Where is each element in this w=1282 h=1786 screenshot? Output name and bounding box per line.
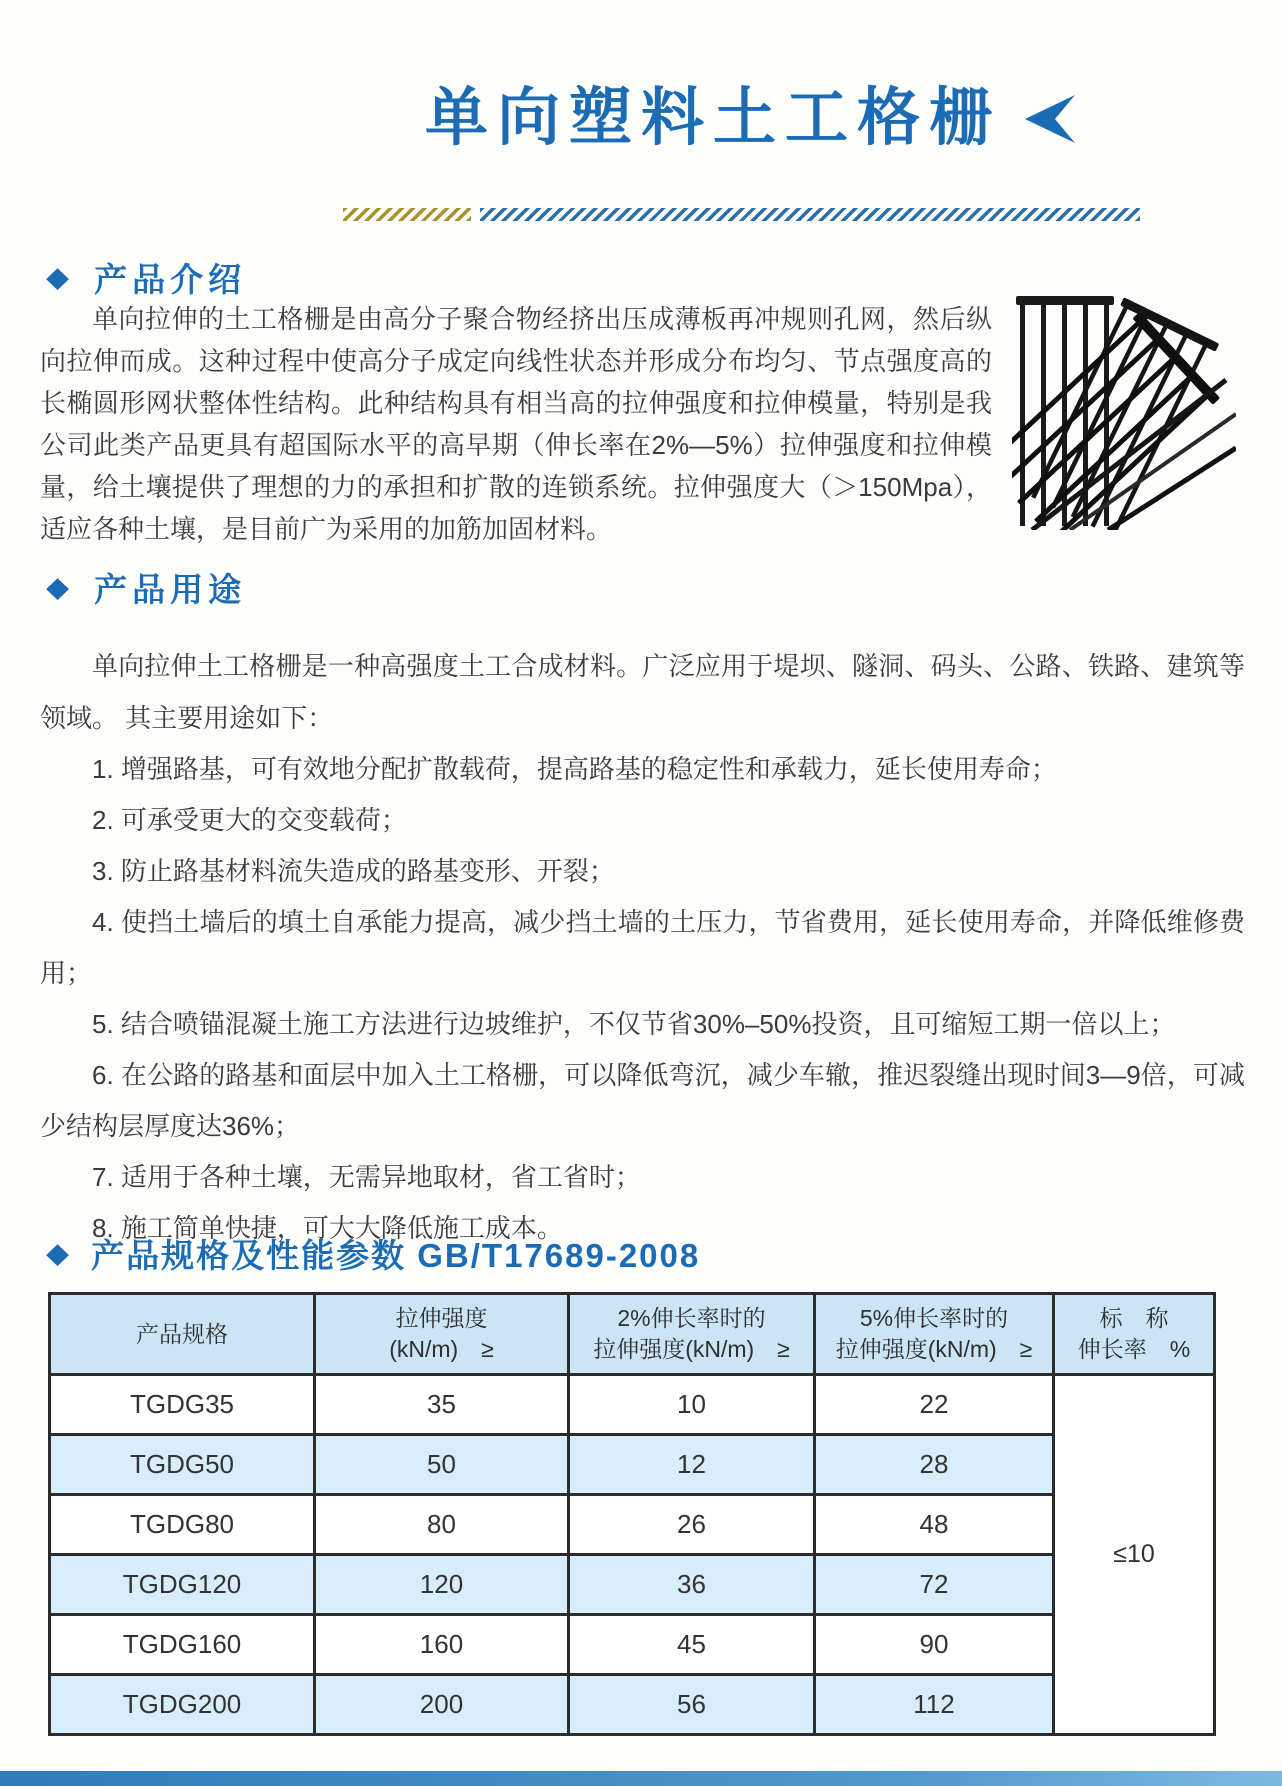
uses-list-item: 1. 增强路基，可有效地分配扩散载荷，提高路基的稳定性和承载力，延长使用寿命；: [92, 754, 1057, 784]
cell-spec: TGDG80: [50, 1495, 315, 1555]
section-heading-uses: [46, 564, 246, 611]
table-row: [50, 1375, 1215, 1435]
intro-paragraph: 单向拉伸的土工格栅是由高分子聚合物经挤出压成薄板再冲规则孔网，然后纵向拉伸而成。这种过程中使高分子成定向线性状态并形成分布均匀、节点强度高的长椭圆形网状整体性结构。此种结构具有相当高的拉伸强度和拉伸模量，特别是我公司此类产品更具有超国际水平的高早期（伸长率在2%—5%）拉伸强度和拉伸模量，给土壤提供了理想的力的承担和扩散的连锁系统。拉伸强度大（＞150Mpa），适应各种土壤，是目前广为采用的加筋加固材料。: [40, 304, 992, 544]
table-row: [50, 1435, 1215, 1495]
cell-spec: TGDG160: [50, 1615, 315, 1675]
cell-5pct: 72: [815, 1555, 1054, 1615]
intro-section: [40, 298, 1236, 550]
divider-hatch-blue: [480, 208, 1140, 221]
left-chevron-icon: [1025, 95, 1075, 143]
geogrid-product-photo: [1012, 292, 1236, 530]
cell-2pct: 45: [569, 1615, 815, 1675]
cell-2pct: 56: [569, 1675, 815, 1735]
uses-list-item: 5. 结合喷锚混凝土施工方法进行边坡维护，不仅节省30%–50%投资，且可缩短工期一倍以上；: [92, 1009, 1176, 1039]
uses-list-item: 2. 可承受更大的交变载荷；: [92, 805, 407, 835]
diamond-icon: ◆: [46, 261, 75, 293]
cell-5pct: 90: [815, 1615, 1054, 1675]
cell-2pct: 26: [569, 1495, 815, 1555]
section-heading-specs: [46, 1230, 700, 1277]
cell-spec: TGDG120: [50, 1555, 315, 1615]
bottom-accent-bar: [0, 1771, 1282, 1786]
section-heading-uses-label: 产品用途: [94, 571, 247, 608]
uses-list-item: 8. 施工简单快捷，可大大降低施工成本。: [92, 1213, 563, 1243]
divider-hatch-gold: [343, 208, 471, 221]
header-cell-5pct: 5%伸长率时的 拉伸强度(kN/m) ≥: [815, 1294, 1054, 1375]
page-title: 单向塑料土工格栅: [425, 83, 1001, 153]
section-heading-specs-label: 产品规格及性能参数 GB/T17689-2008: [91, 1237, 701, 1274]
uses-list-item: 7. 适用于各种土壤，无需异地取材，省工省时；: [92, 1162, 641, 1192]
header-cell-tensile: 拉伸强度 (kN/m) ≥: [315, 1294, 569, 1375]
uses-list-item: 4. 使挡土墙后的填土自承能力提高，减少挡土墙的土压力，节省费用，延长使用寿命，并降低维修费用；: [40, 907, 1245, 988]
table-row: [50, 1495, 1215, 1555]
cell-tensile: 160: [315, 1615, 569, 1675]
header-cell-nominal: 标 称 伸长率 %: [1054, 1294, 1215, 1375]
cell-spec: TGDG200: [50, 1675, 315, 1735]
header: [0, 84, 1075, 153]
cell-2pct: 12: [569, 1435, 815, 1495]
cell-tensile: 35: [315, 1375, 569, 1435]
uses-list: [40, 744, 1245, 1254]
header-divider: [343, 208, 1140, 221]
cell-tensile: 80: [315, 1495, 569, 1555]
cell-nominal-elongation: ≤10: [1054, 1375, 1215, 1735]
cell-5pct: 48: [815, 1495, 1054, 1555]
cell-2pct: 10: [569, 1375, 815, 1435]
section-heading-intro: [46, 254, 246, 301]
uses-list-item: 3. 防止路基材料流失造成的路基变形、开裂；: [92, 856, 615, 886]
cell-spec: TGDG50: [50, 1435, 315, 1495]
uses-section: [40, 640, 1245, 1254]
cell-tensile: 120: [315, 1555, 569, 1615]
cell-5pct: 28: [815, 1435, 1054, 1495]
cell-5pct: 112: [815, 1675, 1054, 1735]
section-heading-intro-label: 产品介绍: [94, 261, 247, 298]
cell-5pct: 22: [815, 1375, 1054, 1435]
table-row: [50, 1555, 1215, 1615]
table-row: [50, 1615, 1215, 1675]
specs-table-header-row: [50, 1294, 1215, 1375]
cell-spec: TGDG35: [50, 1375, 315, 1435]
uses-list-item: 6. 在公路的路基和面层中加入土工格栅，可以降低弯沉，减少车辙，推迟裂缝出现时间3—9倍，可减少结构层厚度达36%；: [40, 1060, 1245, 1141]
header-cell-spec: 产品规格: [50, 1294, 315, 1375]
cell-tensile: 50: [315, 1435, 569, 1495]
specs-table: [48, 1292, 1216, 1736]
diamond-icon: ◆: [46, 571, 75, 603]
cell-tensile: 200: [315, 1675, 569, 1735]
diamond-icon: ◆: [46, 1237, 72, 1269]
uses-intro-paragraph: 单向拉伸土工格栅是一种高强度土工合成材料。广泛应用于堤坝、隧洞、码头、公路、铁路、建筑等领域。 其主要用途如下：: [40, 651, 1245, 733]
header-cell-2pct: 2%伸长率时的 拉伸强度(kN/m) ≥: [569, 1294, 815, 1375]
cell-2pct: 36: [569, 1555, 815, 1615]
table-row: [50, 1675, 1215, 1735]
